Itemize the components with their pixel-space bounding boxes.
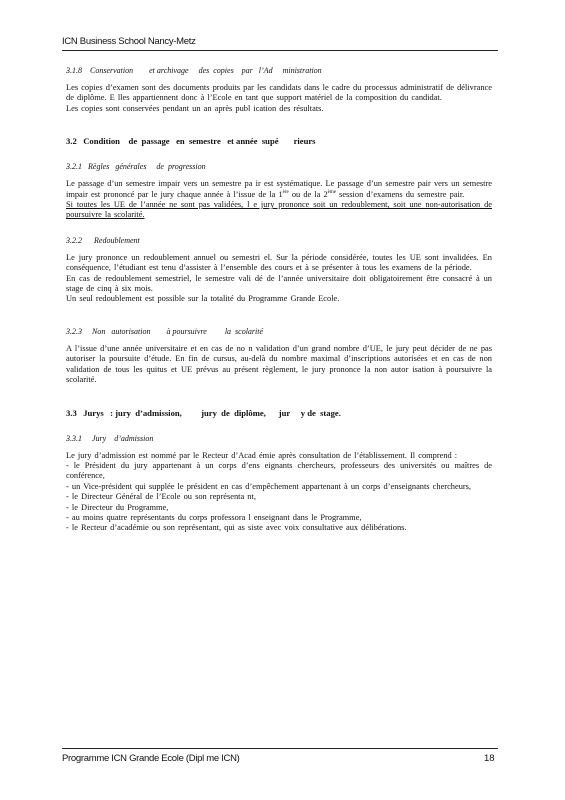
footer-rule [62,748,498,749]
page-header: ICN Business School Nancy-Metz [62,36,196,47]
header-rule [62,50,498,51]
jury-member-list-item: - le Président du jury appartenant à un corps d’ens eignants chercheurs, professeurs des universités ou maîtres de conférence, [66,460,492,481]
section-3-2-heading: 3.2 Condition de passage en semestre et année supé rieurs [66,136,316,147]
section-3-3-1-paragraph: Le jury d’admission est nommé par le Recteur d’Acad émie après consultation de l’établissement. Il comprend : [66,450,458,460]
section-3-3-heading: 3.3 Jurys : jury d’admission, jury de diplôme, jur y de stage. [66,407,341,418]
page-footer: Programme ICN Grande Ecole (Dipl me ICN) [62,753,240,764]
section-3-1-8-paragraph: Les copies sont conservées pendant un an après publ ication des résultats. [66,103,324,113]
page-number: 18 [484,753,495,764]
section-3-2-1-heading: 3.2.1 Règles générales de progression [66,162,206,172]
section-3-2-2-paragraph: En cas de redoublement semestriel, le semestre vali dé de l’année universitaire doit obligatoirement être consacré à un stage de cinq à six mois. [66,273,492,294]
jury-member-list-item: - un Vice-président qui supplée le président en cas d’empêchement appartenant à un corps d’enseignants chercheurs, [66,481,472,491]
jury-member-list-item: - le Recteur d’académie ou son représentant, qui as siste avec voix consultative aux délibérations. [66,523,407,533]
section-3-3-1-heading: 3.3.1 Jury d’admission [66,433,154,443]
section-3-2-2-paragraph: Un seul redoublement est possible sur la totalité du Programme Grande Ecole. [66,294,340,304]
section-3-2-1-paragraph: Le passage d’un semestre impair vers un semestre pa ir est systématique. Le passage d’un semestre pair vers un semestre impair est prononcé par le jury chaque année à l’issue de la 1ère ou de la 2ème session d’examens du semestre pair. [66,179,492,199]
section-3-1-8-paragraph: Les copies d’examen sont des documents produits par les candidats dans le cadre du processus administratif de délivrance de diplôme. E lles appartiennent donc à l’Ecole en tant que support matériel de la composition du candidat. [66,83,492,103]
jury-member-list-item: - le Directeur Général de l’Ecole ou son représenta nt, [66,492,256,502]
section-3-2-2-paragraph: Le jury prononce un redoublement annuel ou semestri el. Sur la période considérée, toutes les UE sont invalidées. En conséquence, l’étudiant est tenu d’assister à l’ensemble des cours et à se présenter à tous les examens de la période. [66,252,492,273]
section-3-2-3-paragraph: A l’issue d’une année universitaire et en cas de no n validation d’un grand nombre d’UE, le jury peut décider de ne pas autoriser la poursuite d’étude. En fin de cursus, au-delà du nombre maximal d’inscriptions autorisées et en cas de non validation de tous les quitus et UE prévus au présent règlement, le jury prononce la non autor isation à poursuivre la scolarité. [66,343,492,385]
section-3-2-1-underlined-paragraph: Si toutes les UE de l’année ne sont pas validées, l e jury prononce soit un redoublement, soit une non-autorisation de poursuivre la scolarité. [66,200,492,220]
section-3-2-2-heading: 3.2.2 Redoublement [66,235,140,245]
section-3-2-3-heading: 3.2.3 Non autorisation à poursuivre la scolarité [66,326,264,336]
jury-member-list-item: - au moins quatre représentants du corps professora l enseignant dans le Programme, [66,512,362,522]
document-body [66,66,492,534]
section-3-1-8-heading: 3.1.8 Conservation et archivage des copies par l’Ad ministration [66,66,322,75]
jury-member-list-item: - le Directeur du Programme, [66,502,169,512]
